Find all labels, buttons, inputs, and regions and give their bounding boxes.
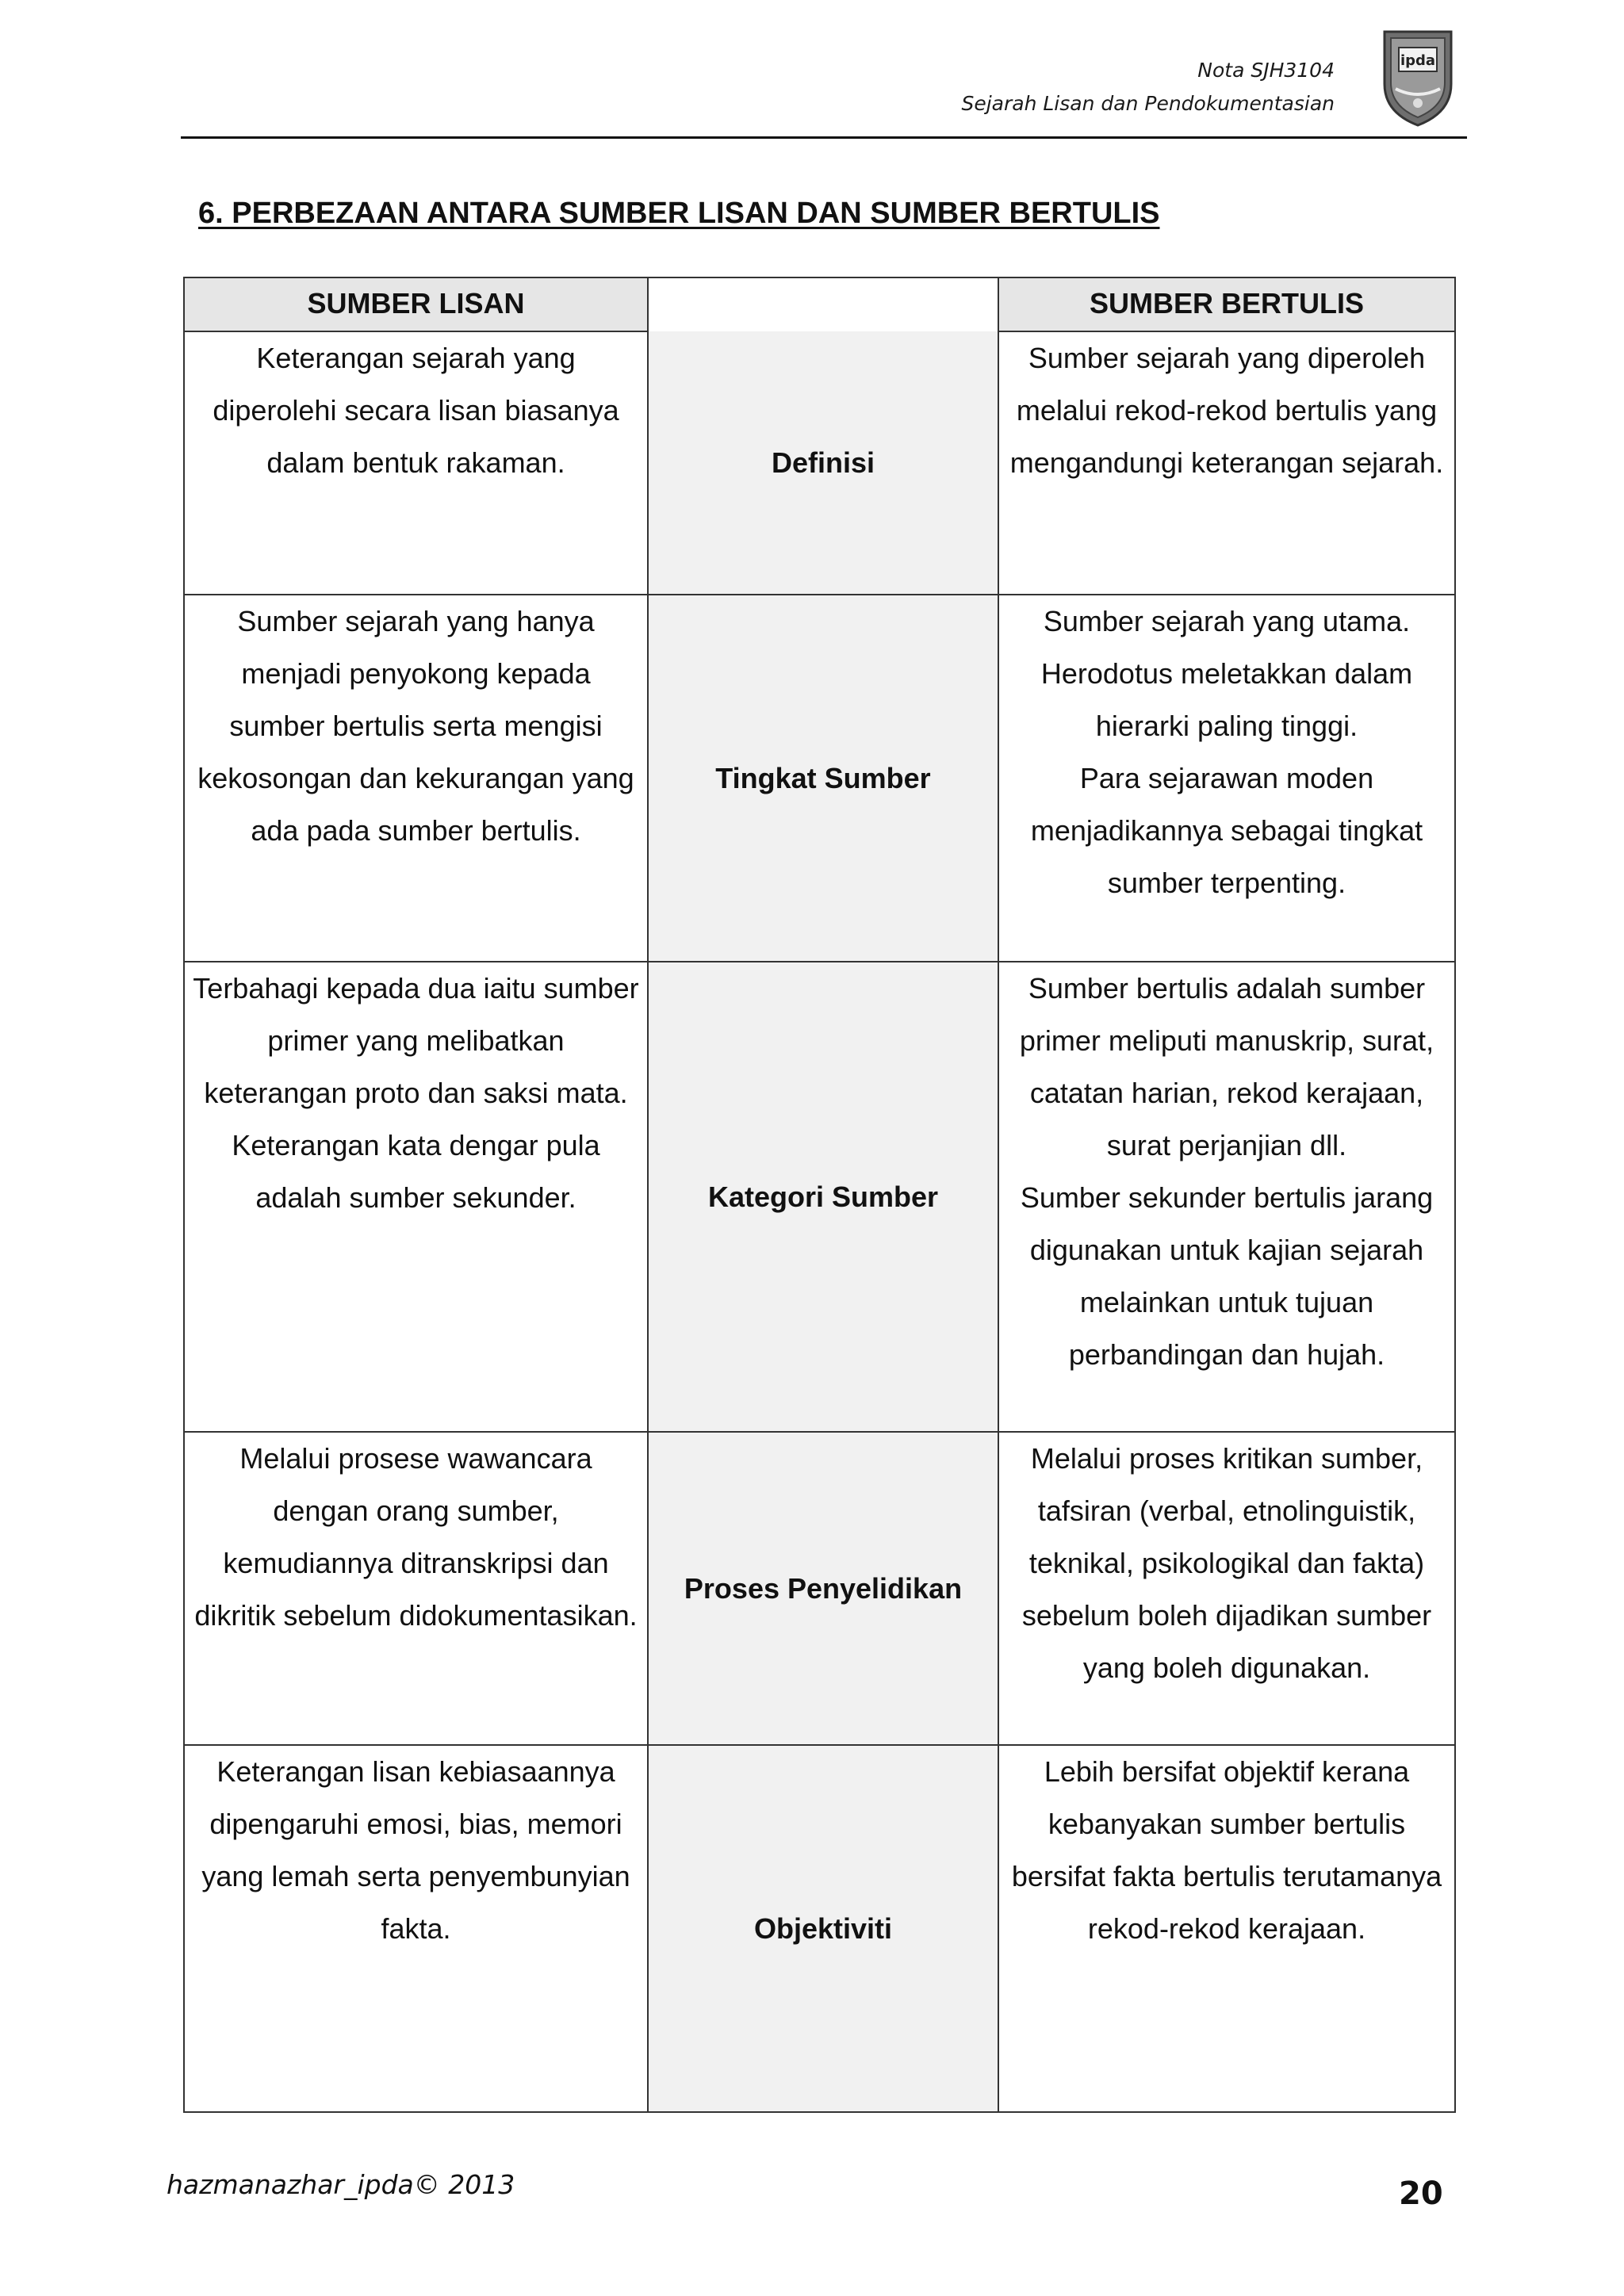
cell-criterion: Objektiviti — [648, 1745, 998, 2112]
comparison-table — [183, 277, 1456, 2113]
page-header — [961, 54, 1335, 121]
course-title: Sejarah Lisan dan Pendokumentasian — [961, 92, 1335, 115]
cell-text: Sumber sejarah yang diperoleh melalui rekod-rekod bertulis yang mengandungi keterangan sejarah. — [1009, 342, 1444, 479]
cell-text: Sumber sekunder bertulis jarang digunakan untuk kajian sejarah melainkan untuk tujuan perbandingan dan hujah. — [1020, 1181, 1434, 1371]
cell-lisan — [184, 1745, 648, 2112]
cell-bertulis — [998, 1745, 1455, 2112]
cell-lisan — [184, 1432, 648, 1745]
header-sumber-bertulis: SUMBER BERTULIS — [998, 277, 1455, 331]
cell-text: Sumber sejarah yang hanya menjadi penyokong kepada sumber bertulis serta mengisi kekosongan dan kekurangan yang ada pada sumber bertulis. — [197, 605, 634, 847]
cell-text: Melalui proses kritikan sumber, tafsiran (verbal, etnolinguistik, teknikal, psikologikal dan fakta) sebelum boleh dijadikan sumber yang boleh digunakan. — [1021, 1442, 1432, 1684]
cell-criterion: Definisi — [648, 331, 998, 595]
cell-lisan — [184, 595, 648, 962]
cell-text: Melalui prosese wawancara dengan orang sumber, kemudiannya ditranskripsi dan dikritik sebelum didokumentasikan. — [194, 1442, 638, 1632]
cell-bertulis — [998, 1432, 1455, 1745]
cell-bertulis — [998, 595, 1455, 962]
page-number: 20 — [1399, 2175, 1443, 2212]
table-row — [184, 331, 1455, 595]
footer-author: hazmanazhar_ipda© 2013 — [167, 2169, 515, 2200]
cell-text: Lebih bersifat objektif kerana kebanyakan sumber bertulis bersifat fakta bertulis terutamanya rekod-rekod kerajaan. — [1011, 1755, 1442, 1945]
cell-text: Para sejarawan moden menjadikannya sebagai tingkat sumber terpenting. — [1030, 762, 1423, 899]
table-row — [184, 1432, 1455, 1745]
table-row — [184, 595, 1455, 962]
cell-text: Keterangan lisan kebiasaannya dipengaruhi emosi, bias, memori yang lemah serta penyembunyian fakta. — [201, 1755, 630, 1945]
cell-lisan — [184, 331, 648, 595]
cell-criterion: Tingkat Sumber — [648, 595, 998, 962]
logo-text: ipda — [1400, 52, 1436, 69]
header-criterion-blank — [648, 277, 998, 331]
cell-text: Keterangan kata dengar pula adalah sumber sekunder. — [232, 1129, 600, 1214]
cell-bertulis — [998, 962, 1455, 1432]
header-divider — [181, 136, 1467, 139]
cell-bertulis — [998, 331, 1455, 595]
cell-text: Sumber sejarah yang utama. Herodotus meletakkan dalam hierarki paling tinggi. — [1040, 605, 1413, 742]
table-row — [184, 962, 1455, 1432]
cell-text: Sumber bertulis adalah sumber primer meliputi manuskrip, surat, catatan harian, rekod kerajaan, surat perjanjian dll. — [1019, 972, 1434, 1161]
cell-criterion: Proses Penyelidikan — [648, 1432, 998, 1745]
cell-lisan — [184, 962, 648, 1432]
cell-text: Terbahagi kepada dua iaitu sumber primer yang melibatkan keterangan proto dan saksi mata. — [193, 972, 639, 1109]
header-sumber-lisan: SUMBER LISAN — [184, 277, 648, 331]
ipda-crest-logo — [1378, 27, 1457, 128]
course-code: Nota SJH3104 — [1197, 59, 1335, 82]
table-header-row — [184, 277, 1455, 331]
section-title: 6. PERBEZAAN ANTARA SUMBER LISAN DAN SUMBER BERTULIS — [198, 197, 1160, 230]
cell-criterion: Kategori Sumber — [648, 962, 998, 1432]
cell-text: Keterangan sejarah yang diperolehi secara lisan biasanya dalam bentuk rakaman. — [213, 342, 619, 479]
table-row — [184, 1745, 1455, 2112]
